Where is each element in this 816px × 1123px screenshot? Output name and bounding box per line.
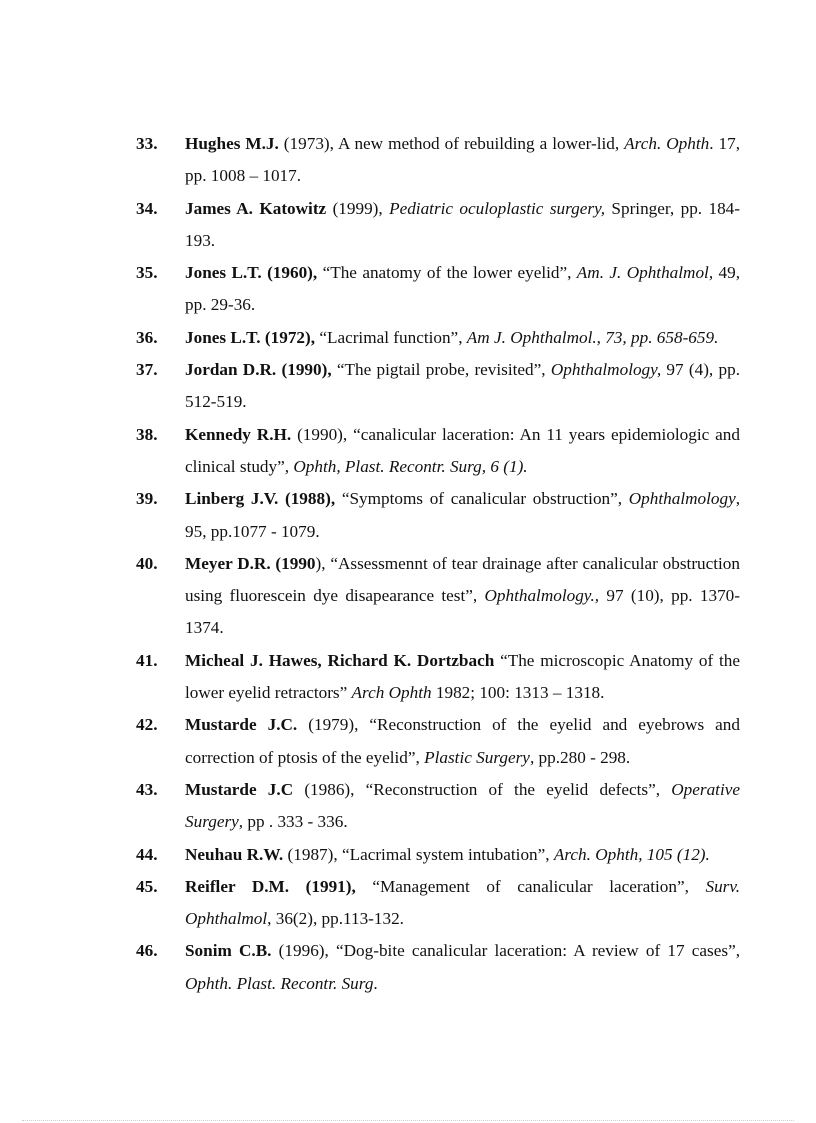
- reference-title: “Symptoms of canalicular obstruction”,: [335, 489, 629, 509]
- reference-text: [185, 354, 740, 419]
- reference-author: Kennedy R.H.: [185, 424, 292, 444]
- reference-author: Meyer D.R. (1990: [185, 553, 316, 573]
- reference-details: 1982; 100: 1313 – 1318.: [431, 683, 605, 703]
- reference-text: [185, 709, 740, 774]
- reference-title: (1990), “canalicular laceration: An 11 years epidemiologic and clinical study”,: [185, 424, 740, 476]
- reference-item: [136, 257, 740, 322]
- reference-text: [185, 257, 740, 322]
- reference-text: [185, 645, 740, 710]
- reference-text: [185, 322, 740, 354]
- reference-number: 37.: [136, 360, 158, 380]
- reference-title: (1987), “Lacrimal system intubation”,: [283, 844, 554, 864]
- reference-details: , 95, pp.1077 - 1079.: [185, 489, 740, 541]
- page-bottom-divider: [22, 1120, 794, 1121]
- reference-item: [136, 839, 740, 871]
- reference-source: Surv. Ophthalmol: [185, 876, 740, 929]
- reference-number: 43.: [136, 779, 158, 799]
- reference-title: “Lacrimal function”,: [315, 327, 467, 347]
- reference-source: Ophth, Plast. Recontr. Surg, 6 (1).: [293, 456, 528, 476]
- reference-text: [185, 128, 740, 193]
- reference-author: Mustarde J.C: [185, 779, 294, 799]
- reference-author: Reifler D.M. (1991),: [185, 876, 356, 896]
- reference-text: [185, 935, 740, 1000]
- reference-author: Jordan D.R. (1990),: [185, 360, 332, 380]
- reference-item: [136, 774, 740, 839]
- reference-source: Plastic Surgery: [424, 747, 530, 767]
- reference-number: 42.: [136, 715, 158, 735]
- reference-number: 39.: [136, 489, 158, 509]
- reference-source: Operative Surgery: [185, 779, 740, 832]
- reference-text: [185, 839, 740, 871]
- reference-source: Ophthalmology.,: [484, 586, 600, 606]
- reference-number: 46.: [136, 941, 158, 961]
- reference-text: [185, 774, 740, 839]
- reference-item: [136, 193, 740, 258]
- reference-details: , 36(2), pp.113-132.: [267, 909, 404, 929]
- reference-author: Sonim C.B.: [185, 941, 272, 961]
- reference-item: [136, 871, 740, 936]
- reference-details: . 17, pp. 1008 – 1017.: [185, 134, 740, 186]
- reference-source: Am. J. Ophthalmol,: [576, 263, 714, 283]
- reference-author: Neuhau R.W.: [185, 844, 284, 864]
- reference-number: 41.: [136, 650, 158, 670]
- reference-title: “The microscopic Anatomy of the lower eyelid retractors”: [185, 650, 740, 703]
- reference-list: [136, 128, 740, 1000]
- reference-author: Mustarde J.C.: [185, 715, 298, 735]
- reference-item: [136, 645, 740, 710]
- reference-author: Jones L.T. (1972),: [185, 327, 316, 347]
- reference-title: (1999),: [326, 198, 390, 218]
- reference-title: “The pigtail probe, revisited”,: [331, 360, 551, 380]
- reference-item: [136, 483, 740, 548]
- reference-number: 40.: [136, 553, 158, 573]
- reference-details: , pp . 333 - 336.: [238, 812, 348, 832]
- reference-item: [136, 419, 740, 484]
- reference-item: [136, 709, 740, 774]
- reference-source: Ophthalmology: [628, 489, 736, 509]
- reference-number: 45.: [136, 876, 158, 896]
- reference-details: 49, pp. 29-36.: [185, 263, 740, 315]
- reference-author: Linberg J.V. (1988),: [185, 489, 336, 509]
- reference-title: (1973), A new method of rebuilding a lower-lid,: [278, 134, 625, 153]
- reference-text: [185, 871, 740, 936]
- reference-details: 97 (4), pp. 512-519.: [185, 360, 740, 412]
- reference-number: 35.: [136, 263, 158, 283]
- reference-details: Springer, pp. 184-193.: [185, 198, 740, 250]
- reference-text: [185, 548, 740, 645]
- reference-source: Arch. Ophth: [624, 134, 710, 153]
- reference-source: Am J. Ophthalmol., 73, pp. 658-659.: [466, 327, 719, 347]
- reference-source: Arch. Ophth, 105 (12).: [553, 844, 710, 864]
- reference-author: James A. Katowitz: [185, 198, 327, 218]
- reference-number: 33.: [136, 134, 158, 153]
- reference-details: .: [373, 973, 378, 993]
- reference-title: (1979), “Reconstruction of the eyelid and eyebrows and correction of ptosis of the eyelid”,: [185, 715, 740, 767]
- reference-details: 97 (10), pp. 1370-1374.: [185, 586, 741, 638]
- reference-number: 36.: [136, 327, 158, 347]
- reference-title: (1996), “Dog-bite canalicular laceration: A review of 17 cases”,: [271, 941, 740, 961]
- reference-text: [185, 419, 740, 484]
- reference-title: ), “Assessmennt of tear drainage after canalicular obstruction using fluorescein dye disapearance test”,: [185, 553, 740, 606]
- reference-item: [136, 548, 740, 645]
- reference-title: “Management of canalicular laceration”,: [355, 876, 706, 896]
- reference-number: 38.: [136, 424, 158, 444]
- reference-text: [185, 483, 740, 548]
- reference-author: Jones L.T. (1960),: [185, 263, 318, 283]
- reference-source: Pediatric oculoplastic surgery,: [389, 198, 606, 218]
- reference-item: [136, 322, 740, 354]
- reference-item: [136, 354, 740, 419]
- reference-item: [136, 935, 740, 1000]
- reference-item: [136, 128, 740, 193]
- reference-author: Micheal J. Hawes, Richard K. Dortzbach: [185, 650, 495, 670]
- reference-source: Arch Ophth: [351, 683, 432, 703]
- reference-details: , pp.280 - 298.: [529, 747, 631, 767]
- reference-title: (1986), “Reconstruction of the eyelid defects”,: [293, 779, 672, 799]
- reference-source: Ophthalmology,: [550, 360, 662, 380]
- reference-source: Ophth. Plast. Recontr. Surg: [185, 973, 374, 993]
- reference-number: 44.: [136, 844, 158, 864]
- reference-number: 34.: [136, 198, 158, 218]
- reference-author: Hughes M.J.: [185, 134, 279, 153]
- reference-title: “The anatomy of the lower eyelid”,: [317, 263, 577, 283]
- reference-text: [185, 193, 740, 258]
